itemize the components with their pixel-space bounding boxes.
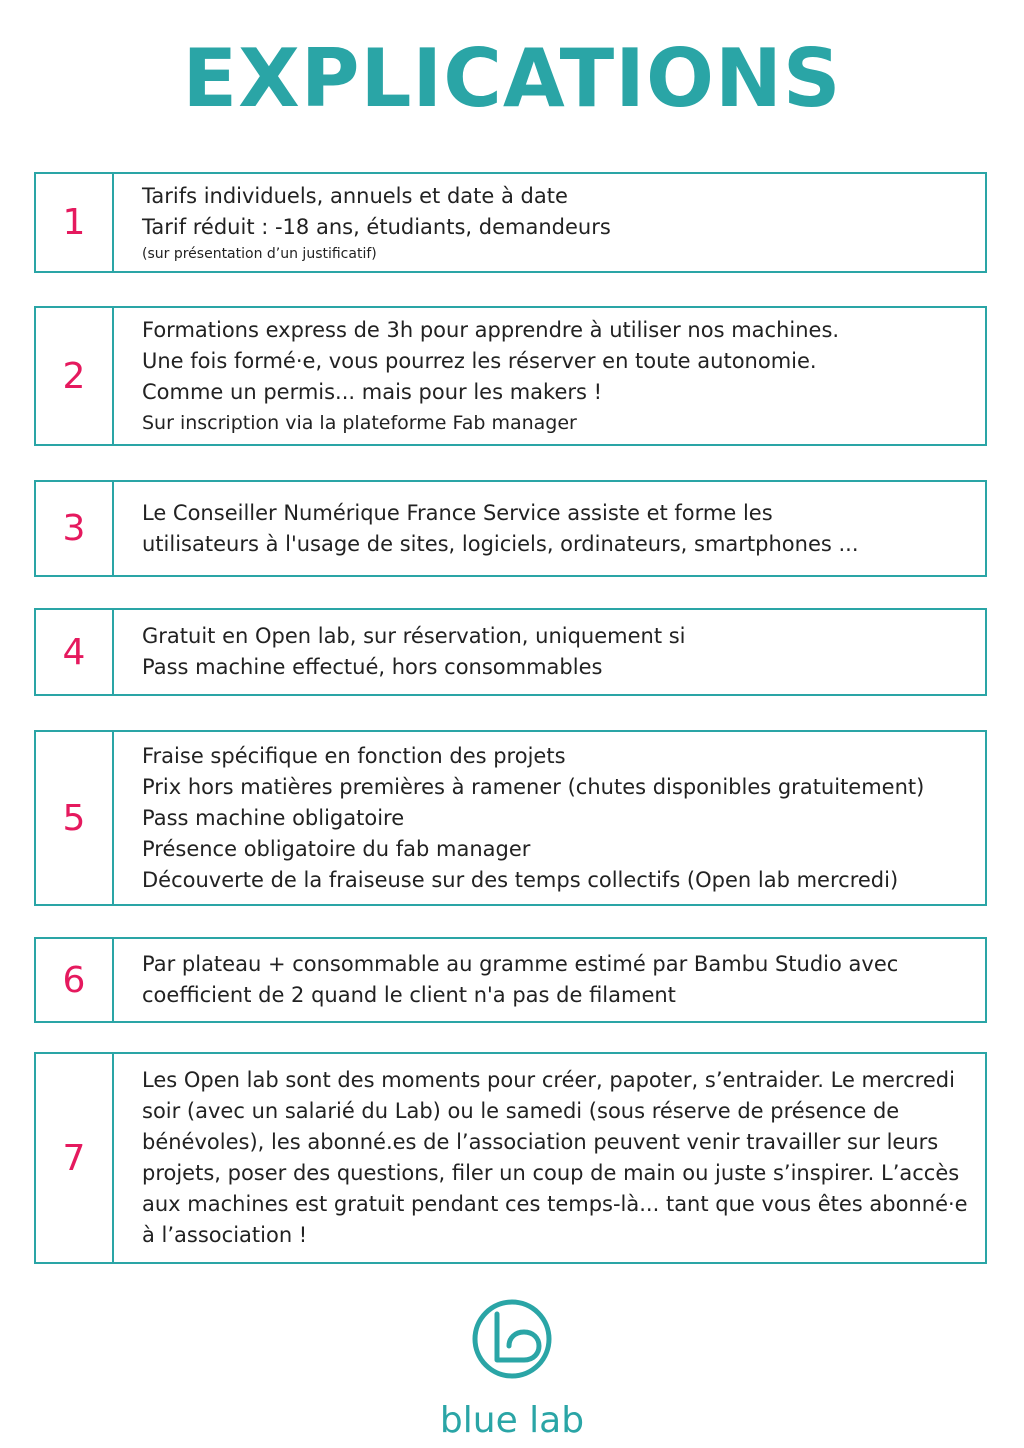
- item-number: 7: [36, 1054, 114, 1262]
- item-text: [142, 939, 977, 1021]
- page-title: EXPLICATIONS: [182, 32, 842, 125]
- item-number: 5: [36, 732, 114, 904]
- item-line: Découverte de la fraiseuse sur des temps collectifs (Open lab mercredi): [142, 867, 899, 892]
- item-line: coefficient de 2 quand le client n'a pas de filament: [142, 983, 676, 1007]
- item-line: Une fois formé·e, vous pourrez les réserver en toute autonomie.: [142, 348, 817, 373]
- item-line: Présence obligatoire du fab manager: [142, 836, 531, 861]
- item-number: 2: [36, 308, 114, 444]
- item-paragraph: Les Open lab sont des moments pour créer, papoter, s’entraider. Le mercredi soir (avec un salarié du Lab) ou le samedi (sous réserve de présence de bénévoles), les abonné.es de l’association peuvent venir travailler sur leurs projets, poser des questions, filer un coup de main ou juste s’inspirer. L’accès aux machines est gratuit pendant ces temps-là... tant que vous êtes abonné·e à l’association !: [142, 1068, 968, 1247]
- item-line: Par plateau + consommable au gramme estimé par Bambu Studio avec: [142, 952, 899, 976]
- item-number: 3: [36, 482, 114, 575]
- item-line: Le Conseiller Numérique France Service assiste et forme les: [142, 500, 773, 525]
- item-text: [142, 732, 977, 904]
- item-line: Gratuit en Open lab, sur réservation, uniquement si: [142, 624, 686, 648]
- item-line: Tarifs individuels, annuels et date à date: [142, 183, 568, 208]
- item-line: Comme un permis... mais pour les makers !: [142, 379, 603, 404]
- item-number: 6: [36, 939, 114, 1021]
- item-line: Formations express de 3h pour apprendre à utiliser nos machines.: [142, 317, 840, 342]
- item-text: [142, 1054, 977, 1262]
- item-line: utilisateurs à l'usage de sites, logiciels, ordinateurs, smartphones ...: [142, 531, 859, 556]
- item-number: 1: [36, 174, 114, 271]
- item-line: Prix hors matières premières à ramener (chutes disponibles gratuitement): [142, 774, 925, 799]
- explanation-box-7: [34, 1052, 987, 1264]
- item-number: 4: [36, 610, 114, 694]
- logo-text: blue lab: [439, 1400, 585, 1441]
- explanation-box-2: [34, 306, 987, 446]
- item-note: (sur présentation d’un justificatif): [142, 245, 377, 262]
- item-text: [142, 308, 977, 444]
- item-note: Sur inscription via la plateforme Fab manager: [142, 411, 577, 434]
- explanation-box-6: [34, 937, 987, 1023]
- item-text: [142, 610, 977, 694]
- item-text: [142, 174, 977, 271]
- blue-lab-b-icon: [475, 1302, 549, 1376]
- item-line: Tarif réduit : -18 ans, étudiants, demandeurs: [142, 214, 611, 239]
- explanation-box-5: [34, 730, 987, 906]
- item-line: Fraise spécifique en fonction des projets: [142, 743, 566, 768]
- explanation-box-4: [34, 608, 987, 696]
- explanation-box-3: [34, 480, 987, 577]
- item-line: Pass machine effectué, hors consommables: [142, 655, 603, 679]
- item-text: [142, 482, 977, 575]
- blue-lab-logo: [0, 1292, 1024, 1442]
- explanation-box-1: [34, 172, 987, 273]
- item-line: Pass machine obligatoire: [142, 805, 405, 830]
